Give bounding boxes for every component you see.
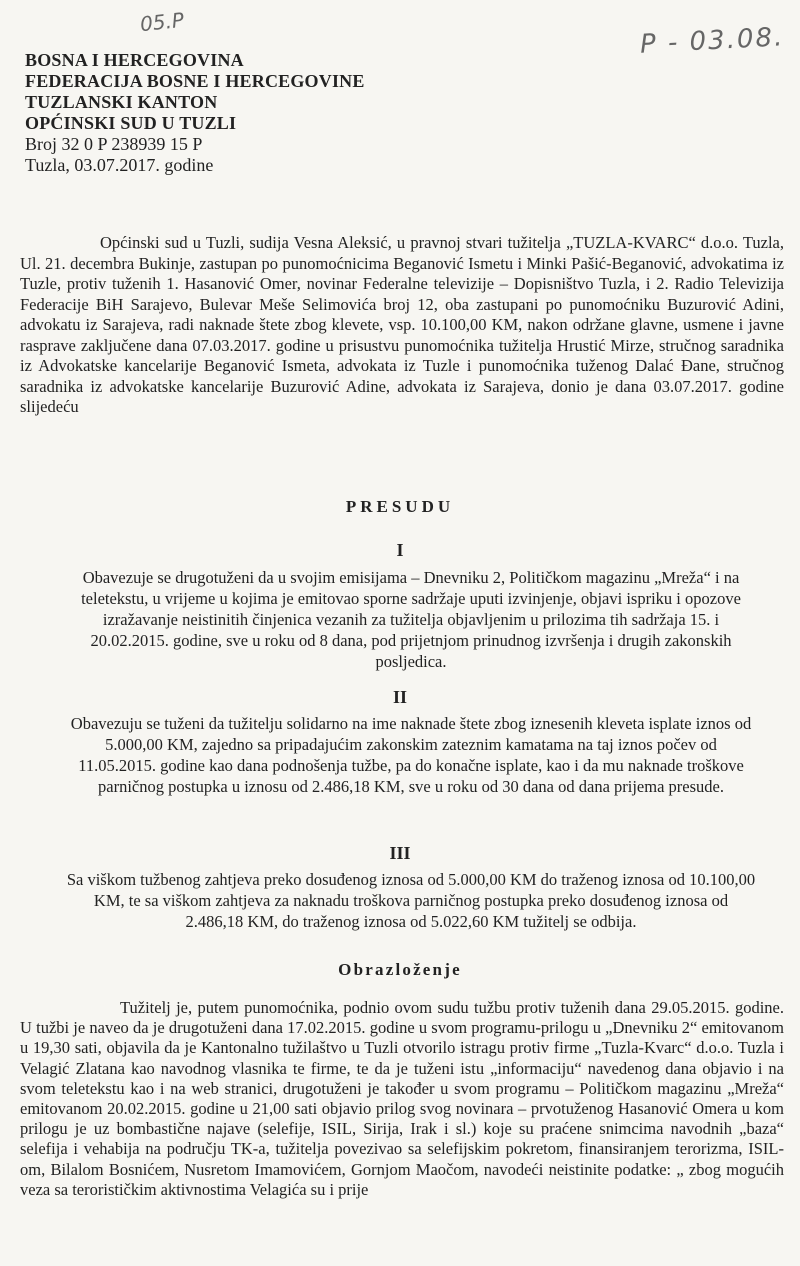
reasoning-title: Obrazloženje bbox=[338, 960, 462, 979]
header-federation: FEDERACIJA BOSNE I HERCEGOVINE bbox=[25, 71, 365, 91]
intro-paragraph: Općinski sud u Tuzli, sudija Vesna Aleksić, u pravnoj stvari tužitelja „TUZLA-KVARC“ d.o.o. Tuzla, Ul. 21. decembra Bukinje, zastupan po punomoćnicima Beganović Ismetu i Minki Pašić-Beganović, advokatima iz Tuzle, protiv tuženih 1. Hasanović Omer, novinar Federalne televizije – Dopisništvo Tuzla, i 2. Radio Televizija Federacije BiH Sarajevo, Bulevar Meše Selimovića broj 12, oba zastupani po punomoćniku Buzurović Adini, advokatu iz Sarajeva, radi naknade štete zbog klevete, vsp. 10.100,00 KM, nakon održane glavne, usmene i javne rasprave zaključene dana 07.03.2017. godine u prisustvu punomoćnika tužitelja Hrustić Mirze, stručnog saradnika iz Advokatske kancelarije Beganović Ismeta, advokata iz Tuzle i punomoćnika tuženog Dalać Đane, stručnog saradnika iz advokatske kancelarije Buzurović Adine, advokata iz Sarajeva, donio je dana 03.07.2017. godine slijedeću bbox=[20, 233, 784, 416]
section-numeral-2: II bbox=[392, 687, 407, 707]
section-numeral-3: III bbox=[389, 843, 411, 863]
section-text-1: Obavezuje se drugotuženi da u svojim emisijama – Dnevniku 2, Političkom magazinu „Mreža“ i na teletekstu, u vrijeme u kojima je emitovao sporne sadržaje uputi izvinjenje, objavi ispriku i opozove izražavanje neistinitih činjenica vezanih za tužitelja objavljenim u prilozima tih sadržaja 15. i 20.02.2015. godine, sve u roku od 8 dana, pod prijetnjom prinudnog izvršenja i drugih zakonskih posljedica. bbox=[81, 568, 741, 671]
verdict-title: PRESUDU bbox=[345, 497, 455, 516]
header-country: BOSNA I HERCEGOVINA bbox=[25, 50, 244, 70]
court-header bbox=[25, 50, 365, 176]
case-number: Broj 32 0 P 238939 15 P bbox=[25, 134, 203, 154]
handwritten-note-top-left: 05.P bbox=[138, 7, 186, 37]
section-numeral-1: I bbox=[396, 540, 404, 560]
header-court: OPĆINSKI SUD U TUZLI bbox=[25, 113, 237, 133]
section-text-3: Sa viškom tužbenog zahtjeva preko dosuđenog iznosa od 5.000,00 KM do traženog iznosa od 10.100,00 KM, te sa viškom zahtjeva za naknadu troškova parničnog postupka preko dosuđenog iznosa od 2.486,18 KM, do traženog iznosa od 5.022,60 KM tužitelj se odbija. bbox=[66, 870, 756, 931]
reasoning-paragraph: Tužitelj je, putem punomoćnika, podnio ovom sudu tužbu protiv tuženih dana 29.05.2015. godine. U tužbi je naveo da je drugotuženi dana 17.02.2015. godine u svom programu-prilogu u „Dnevniku 2“ emitovanom u 19,30 sati, objavila da je Kantonalno tužilaštvo u Tuzli otvorilo istragu protiv firme „Tuzla-Kvarc“ d.o.o. Tuzla i Velagić Zlatana kao navodnog vlasnika te firme, te da je tuženi istu „informaciju“ navedenog dana objavio i na svom teletekstu kao i na web stranici, drugotuženi je također u svom programu – Političkom magazinu „Mreža“ emitovanom 20.02.2015. godine u 21,00 sati objavio prilog svog novinara – prvotuženog Hasanović Omera u kom prilogu je uz bombastične najave (selefije, ISIL, Sirija, Irak i sl.) koje su praćene snimcima navodnih „baza“ selefija i vehabija na području TK-a, tužitelja povezivao sa selefijskim pokretom, finansiranjem terorizma, ISIL-om, Bilalom Bosnićem, Nusretom Imamovićem, Gornjom Maočom, navodeći neistinite podatke: „ zbog mogućih veza sa terorističkim aktivnostima Velagića su i prije bbox=[20, 998, 784, 1199]
handwritten-note-top-right: P - 03.08. bbox=[639, 22, 785, 60]
header-canton: TUZLANSKI KANTON bbox=[25, 92, 218, 112]
place-date: Tuzla, 03.07.2017. godine bbox=[25, 155, 214, 175]
section-text-2: Obavezuju se tuženi da tužitelju solidarno na ime naknade štete zbog iznesenih kleveta isplate iznos od 5.000,00 KM, zajedno sa pripadajućim zakonskim zateznim kamatama na taj iznos počev od 11.05.2015. godine kao dana podnošenja tužbe, pa do konačne isplate, kao i da mu naknade troškove parničnog postupka u iznosu od 2.486,18 KM, sve u roku od 30 dana od dana prijema presude. bbox=[70, 714, 752, 796]
